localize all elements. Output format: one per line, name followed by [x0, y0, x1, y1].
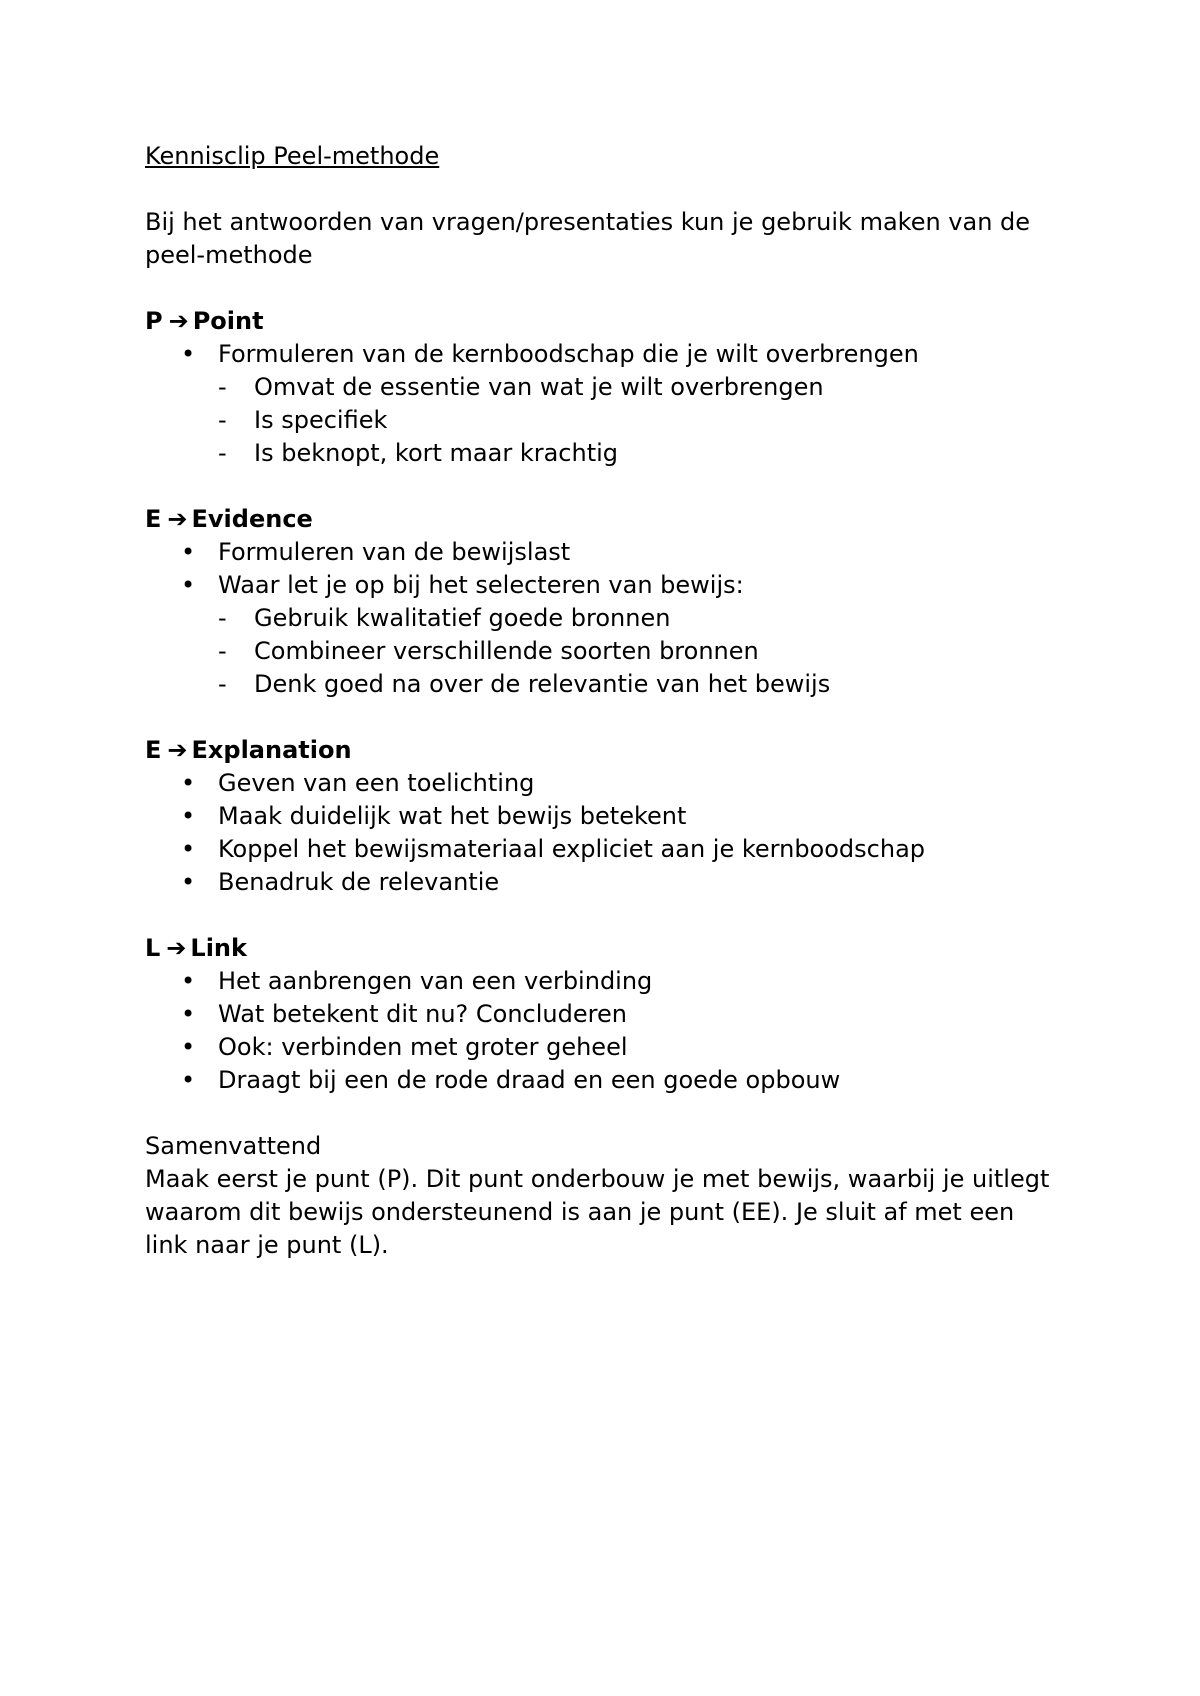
section-heading	[145, 734, 1085, 767]
bullet-dot-icon: •	[181, 538, 196, 566]
spacer	[145, 173, 1085, 206]
arrow-right-icon: ➔	[167, 505, 188, 533]
sub-list-text: Combineer verschillende soorten bronnen	[254, 637, 759, 665]
bullet-dot-icon: •	[181, 340, 196, 368]
section-label: Explanation	[191, 736, 352, 764]
bullet-text: Formuleren van de bewijslast	[218, 538, 571, 566]
sections-container	[145, 305, 1085, 1130]
bullet-text: Ook: verbinden met groter geheel	[218, 1033, 628, 1061]
sub-list-text: Is beknopt, kort maar krachtig	[254, 439, 619, 467]
bullet-dot-icon: •	[181, 1066, 196, 1094]
section-letter: P	[145, 307, 163, 335]
bullet-dot-icon: •	[181, 571, 196, 599]
arrow-right-icon: ➔	[168, 307, 189, 335]
section-heading	[145, 305, 1085, 338]
dash-icon: -	[218, 637, 227, 665]
arrow-right-icon: ➔	[167, 736, 188, 764]
bullet-item	[145, 965, 1085, 998]
sub-list-text: Denk goed na over de relevantie van het bewijs	[254, 670, 831, 698]
document-title: Kennisclip Peel-methode	[145, 142, 440, 170]
spacer	[145, 470, 1085, 503]
bullet-item	[145, 1031, 1085, 1064]
bullet-item	[145, 1064, 1085, 1097]
dash-icon: -	[218, 406, 227, 434]
bullet-dot-icon: •	[181, 868, 196, 896]
section-heading	[145, 503, 1085, 536]
bullet-item	[145, 833, 1085, 866]
summary-line-3: link naar je punt (L).	[145, 1231, 389, 1259]
spacer	[145, 899, 1085, 932]
section-letter: E	[145, 736, 162, 764]
sub-list-text: Is specifiek	[254, 406, 388, 434]
dash-icon: -	[218, 670, 227, 698]
summary-line-2: waarom dit bewijs ondersteunend is aan je punt (EE). Je sluit af met een	[145, 1198, 1015, 1226]
spacer	[145, 1097, 1085, 1130]
intro-line-2: peel-methode	[145, 241, 313, 269]
bullet-dot-icon: •	[181, 967, 196, 995]
spacer	[145, 272, 1085, 305]
bullet-text: Waar let je op bij het selecteren van bewijs:	[218, 571, 744, 599]
bullet-item	[145, 536, 1085, 569]
sub-list-item	[145, 602, 1085, 635]
bullet-item	[145, 569, 1085, 602]
bullet-text: Het aanbrengen van een verbinding	[218, 967, 653, 995]
section-heading	[145, 932, 1085, 965]
sub-list-text: Omvat de essentie van wat je wilt overbrengen	[254, 373, 824, 401]
sub-list-text: Gebruik kwalitatief goede bronnen	[254, 604, 671, 632]
bullet-item	[145, 800, 1085, 833]
section-label: Evidence	[191, 505, 313, 533]
dash-icon: -	[218, 604, 227, 632]
section-label: Link	[190, 934, 247, 962]
summary-heading: Samenvattend	[145, 1132, 322, 1160]
bullet-text: Draagt bij een de rode draad en een goede opbouw	[218, 1066, 841, 1094]
sub-list-item	[145, 371, 1085, 404]
sub-list-item	[145, 668, 1085, 701]
section-letter: E	[145, 505, 162, 533]
arrow-right-icon: ➔	[166, 934, 187, 962]
spacer	[145, 701, 1085, 734]
bullet-dot-icon: •	[181, 1000, 196, 1028]
bullet-item	[145, 767, 1085, 800]
bullet-dot-icon: •	[181, 802, 196, 830]
bullet-dot-icon: •	[181, 1033, 196, 1061]
bullet-text: Maak duidelijk wat het bewijs betekent	[218, 802, 687, 830]
sub-list-item	[145, 635, 1085, 668]
dash-icon: -	[218, 373, 227, 401]
section-letter: L	[145, 934, 161, 962]
bullet-text: Geven van een toelichting	[218, 769, 535, 797]
bullet-dot-icon: •	[181, 835, 196, 863]
bullet-text: Benadruk de relevantie	[218, 868, 500, 896]
document-page	[145, 140, 1085, 1262]
bullet-dot-icon: •	[181, 769, 196, 797]
bullet-text: Wat betekent dit nu? Concluderen	[218, 1000, 627, 1028]
summary-line-1: Maak eerst je punt (P). Dit punt onderbouw je met bewijs, waarbij je uitlegt	[145, 1165, 1050, 1193]
section-label: Point	[192, 307, 264, 335]
intro-line-1: Bij het antwoorden van vragen/presentaties kun je gebruik maken van de	[145, 208, 1031, 236]
bullet-item	[145, 338, 1085, 371]
dash-icon: -	[218, 439, 227, 467]
bullet-item	[145, 998, 1085, 1031]
bullet-text: Formuleren van de kernboodschap die je wilt overbrengen	[218, 340, 919, 368]
bullet-text: Koppel het bewijsmateriaal expliciet aan je kernboodschap	[218, 835, 926, 863]
sub-list-item	[145, 437, 1085, 470]
bullet-item	[145, 866, 1085, 899]
sub-list-item	[145, 404, 1085, 437]
